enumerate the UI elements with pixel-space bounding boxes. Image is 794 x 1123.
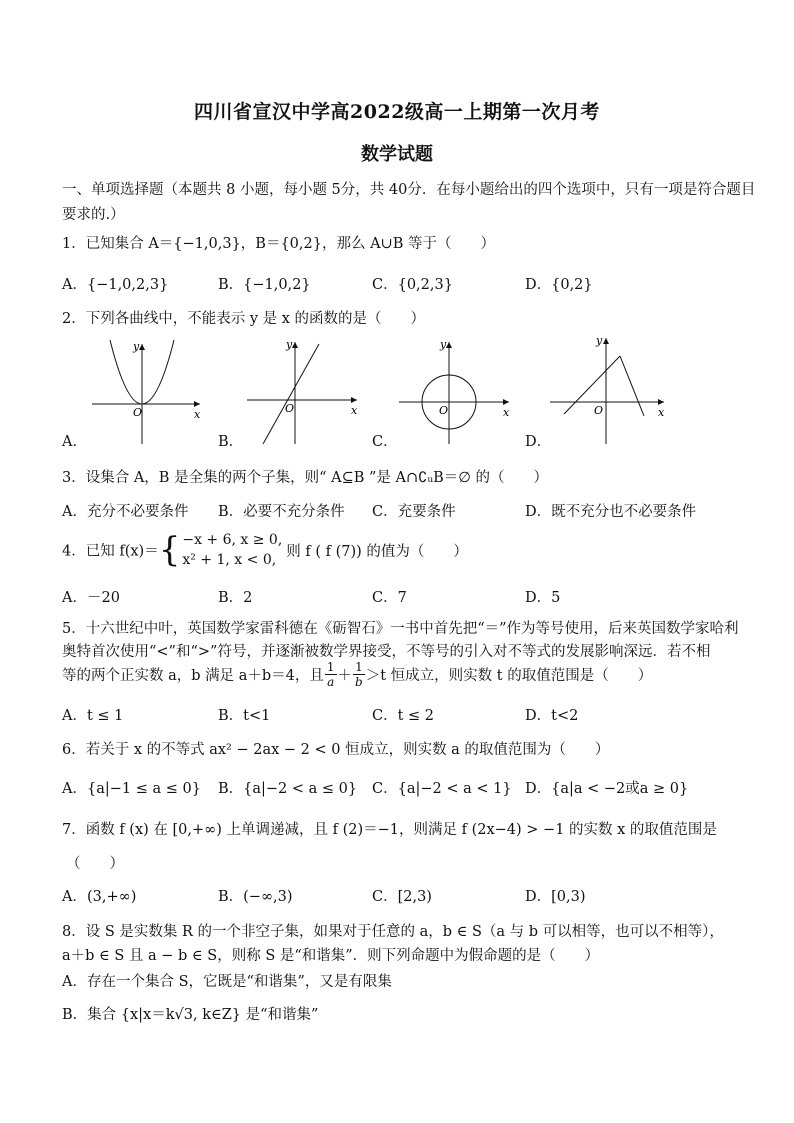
- q5-line-3: 等的两个正实数 a，b 满足 a＋b＝4，且 $\frac{1}{a}$ ＋ $\frac{1}{b}$ ＞t 恒成立，则实数 t 的取值范围是（ ）: [62, 660, 653, 689]
- q4-stem: [62, 530, 468, 570]
- q4-brace: {: [158, 530, 181, 570]
- q5-option-d: D．t<2: [525, 708, 579, 724]
- q8-option-b: B．集合 {x|x＝k√3, k∈Z} 是“和谐集”: [62, 1007, 319, 1023]
- svg-text:x: x: [351, 404, 358, 417]
- q5-line-2: 奥特首次使用“<”和“>”符号，并逐渐被数学界接受，不等号的引入对不等式的发展影响深远．若不相: [62, 644, 711, 660]
- q5-option-c: C．t ≤ 2: [372, 708, 435, 724]
- q8-line-1: 8．设 S 是实数集 R 的一个非空子集，如果对于任意的 a，b ∈ S（a 与 b 可以相等，也可以不相等），: [62, 924, 724, 940]
- q5-line-1: 5．十六世纪中叶，英国数学家雷科德在《砺智石》一书中首先把“＝”作为等号使用，后来英国数学家哈利: [62, 621, 739, 637]
- q2-option-c: C．: [372, 434, 398, 450]
- q6-option-b: B．{a|−2 < a ≤ 0}: [218, 781, 358, 797]
- q5-fraction-2: $\frac{1}{b}$: [355, 660, 363, 689]
- q2-option-d: D．: [525, 434, 552, 450]
- q1-stem: 1．已知集合 A＝{−1,0,3}，B＝{0,2}，那么 A∪B 等于（ ）: [62, 236, 495, 252]
- svg-text:x: x: [194, 408, 201, 421]
- q6-option-a: A．{a|−1 ≤ a ≤ 0}: [62, 781, 201, 797]
- q4-case-2: x² + 1, x < 0,: [182, 552, 277, 568]
- q4-suffix: 则 f ( f (7)) 的值为（ ）: [286, 543, 468, 560]
- svg-text:y: y: [440, 338, 447, 351]
- q7-option-a: A．(3,+∞): [62, 889, 137, 905]
- q5-line-3-pre: 等的两个正实数 a，b 满足 a＋b＝4，且: [62, 668, 324, 684]
- svg-text:y: y: [596, 334, 603, 347]
- q2-option-a: A．: [62, 434, 87, 450]
- q4-prefix: 4．已知 f(x)＝: [62, 543, 159, 560]
- q5-line-3-post: ＞t 恒成立，则实数 t 的取值范围是（ ）: [365, 668, 653, 684]
- q3-option-a: A．充分不必要条件: [62, 504, 189, 520]
- q8-option-a: A．存在一个集合 S，它既是“和谐集”，又是有限集: [62, 974, 392, 990]
- q4-option-c: C．7: [372, 590, 407, 606]
- q5-option-b: B．t<1: [218, 708, 271, 724]
- svg-text:O: O: [594, 404, 604, 417]
- q4-case-1: −x + 6, x ≥ 0,: [182, 532, 283, 548]
- q3-option-b: B．必要不充分条件: [218, 504, 345, 520]
- q3-option-c: C．充要条件: [372, 504, 456, 520]
- q4-option-a: A．－20: [62, 590, 120, 606]
- q2-option-b: B．: [218, 434, 244, 450]
- q8-line-2: a＋b ∈ S 且 a − b ∈ S，则称 S 是“和谐集”．则下列命题中为假命题的是（ ）: [62, 948, 600, 964]
- svg-text:x: x: [503, 406, 510, 419]
- section-heading-line1: 一、单项选择题（本题共 8 小题，每小题 5分，共 40分．在每小题给出的四个选项中，只有一项是符合题目: [62, 182, 756, 198]
- q2-graph-d-piecewise: [548, 332, 668, 446]
- svg-text:O: O: [439, 404, 449, 417]
- q3-stem: 3．设集合 A，B 是全集的两个子集，则“ A⊆B ”是 A∩∁ᵤB＝∅ 的（ ）: [62, 470, 549, 486]
- q1-option-d: D．{0,2}: [525, 277, 593, 293]
- q7-option-d: D．[0,3): [525, 889, 586, 905]
- q1-option-b: B．{−1,0,2}: [218, 277, 311, 293]
- q4-option-b: B．2: [218, 590, 253, 606]
- q7-line-1: 7．函数 f (x) 在 [0,+∞) 上单调递减，且 f (2)＝−1，则满足 f (2x−4) > −1 的实数 x 的取值范围是: [62, 822, 717, 838]
- exam-subtitle: 数学试题: [361, 144, 433, 165]
- q3-option-d: D．既不充分也不必要条件: [525, 504, 697, 520]
- q5-option-a: A．t ≤ 1: [62, 708, 124, 724]
- section-heading-line2: 要求的.）: [62, 207, 125, 223]
- svg-text:O: O: [285, 402, 295, 415]
- exam-title: 四川省宣汉中学高2022级高一上期第一次月考: [194, 101, 600, 123]
- q7-option-b: B．(−∞,3): [218, 889, 293, 905]
- q6-option-d: D．{a|a < −2或a ≥ 0}: [525, 781, 689, 797]
- q2-graph-a-parabola: [88, 336, 206, 446]
- q4-option-d: D．5: [525, 590, 561, 606]
- q1-option-c: C．{0,2,3}: [372, 277, 453, 293]
- svg-text:x: x: [658, 406, 665, 419]
- q1-option-a: A．{−1,0,2,3}: [62, 277, 169, 293]
- svg-text:O: O: [133, 406, 143, 419]
- q7-line-2: （ ）: [66, 856, 124, 872]
- q2-graph-b-line: [243, 336, 361, 446]
- svg-text:y: y: [133, 340, 140, 353]
- svg-text:y: y: [286, 338, 293, 351]
- q6-stem: 6．若关于 x 的不等式 ax² − 2ax − 2 < 0 恒成立，则实数 a 的取值范围为（ ）: [62, 742, 610, 758]
- q7-option-c: C．[2,3): [372, 889, 432, 905]
- q2-graph-c-circle: [395, 336, 513, 446]
- q4-cases: [182, 530, 282, 570]
- q5-fraction-1: $\frac{1}{a}$: [326, 660, 335, 689]
- q6-option-c: C．{a|−2 < a < 1}: [372, 781, 512, 797]
- q2-stem: 2．下列各曲线中，不能表示 y 是 x 的函数的是（ ）: [62, 311, 426, 327]
